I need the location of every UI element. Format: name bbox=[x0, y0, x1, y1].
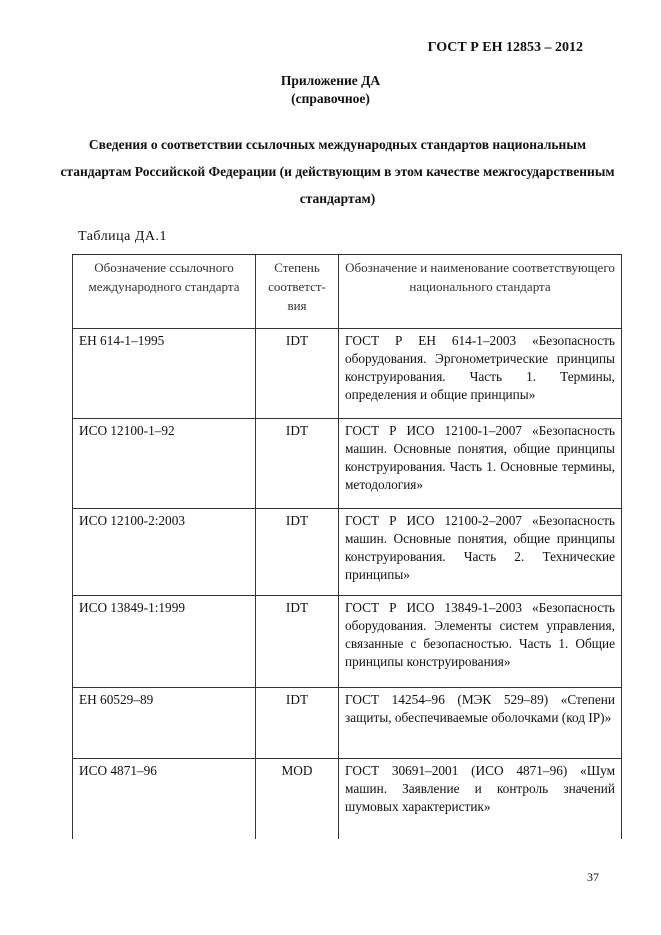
appendix-title-block bbox=[0, 72, 661, 108]
cell-national-standard: ГОСТ Р ИСО 13849-1–2003 «Безопасность оборудования. Элементы систем управления, связанные с безопасностью. Часть 1. Общие принципы конструирования» bbox=[339, 596, 622, 688]
document-code: ГОСТ Р ЕН 12853 – 2012 bbox=[427, 40, 583, 55]
cell-intl-code: ИСО 12100-2:2003 bbox=[73, 509, 256, 596]
table-row bbox=[73, 329, 622, 419]
cell-intl-code: ЕН 614-1–1995 bbox=[73, 329, 256, 419]
table-row bbox=[73, 596, 622, 688]
column-header-intl-standard: Обозначение ссылочного международного стандарта bbox=[73, 255, 256, 329]
cell-intl-code: ИСО 4871–96 bbox=[73, 759, 256, 839]
appendix-title: Приложение ДА bbox=[280, 73, 381, 88]
cell-intl-code: ЕН 60529–89 bbox=[73, 688, 256, 759]
correspondence-table bbox=[72, 254, 622, 839]
cell-degree: MOD bbox=[256, 759, 339, 839]
cell-degree: IDT bbox=[256, 596, 339, 688]
table-row bbox=[73, 419, 622, 509]
cell-national-standard: ГОСТ 30691–2001 (ИСО 4871–96) «Шум машин. Заявление и контроль значений шумовых характеристик» bbox=[339, 759, 622, 839]
cell-degree: IDT bbox=[256, 419, 339, 509]
cell-degree: IDT bbox=[256, 509, 339, 596]
cell-degree: IDT bbox=[256, 329, 339, 419]
cell-national-standard: ГОСТ 14254–96 (МЭК 529–89) «Степени защиты, обеспечиваемые оболочками (код IP)» bbox=[339, 688, 622, 759]
cell-intl-code: ИСО 13849-1:1999 bbox=[73, 596, 256, 688]
cell-intl-code: ИСО 12100-1–92 bbox=[73, 419, 256, 509]
cell-degree: IDT bbox=[256, 688, 339, 759]
table-row bbox=[73, 688, 622, 759]
table-row bbox=[73, 759, 622, 839]
section-heading: Сведения о соответствии ссылочных международных стандартов национальным стандартам Российской Федерации (и действующим в этом качестве межгосударственным стандартам) bbox=[60, 137, 615, 206]
table-row bbox=[73, 509, 622, 596]
cell-national-standard: ГОСТ Р ИСО 12100-2–2007 «Безопасность машин. Основные понятия, общие принципы конструирования. Часть 2. Технические принципы» bbox=[339, 509, 622, 596]
column-header-national-standard: Обозначение и наименование соответствующего национального стандарта bbox=[339, 255, 622, 329]
page-number: 37 bbox=[587, 870, 599, 884]
cell-national-standard: ГОСТ Р ЕН 614-1–2003 «Безопасность оборудования. Эргонометрические принципы конструирования. Часть 1. Термины, определения и общие принципы» bbox=[339, 329, 622, 419]
cell-national-standard: ГОСТ Р ИСО 12100-1–2007 «Безопасность машин. Основные понятия, общие принципы конструирования. Часть 1. Основные термины, методология» bbox=[339, 419, 622, 509]
column-header-degree: Степень соответст-вия bbox=[256, 255, 339, 329]
table-caption: Таблица ДА.1 bbox=[78, 229, 168, 244]
table-header-row bbox=[73, 255, 622, 329]
appendix-subtitle: (справочное) bbox=[291, 91, 370, 106]
